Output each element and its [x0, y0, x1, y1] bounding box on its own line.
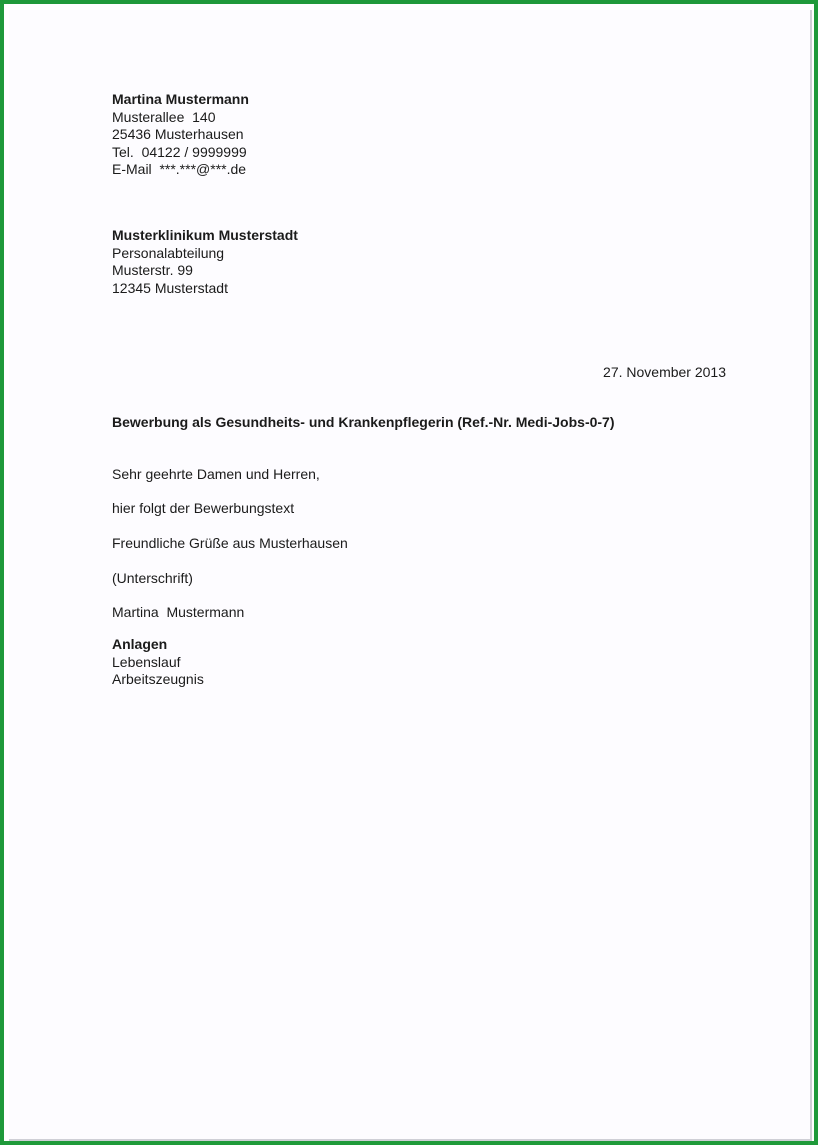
letter-date: 27. November 2013 — [603, 364, 726, 380]
closing-line: Freundliche Grüße aus Musterhausen — [112, 535, 348, 551]
enclosure-item: Arbeitszeugnis — [112, 671, 204, 687]
recipient-city: 12345 Musterstadt — [112, 279, 228, 296]
recipient-department: Personalabteilung — [112, 244, 225, 261]
letter-subject: Bewerbung als Gesundheits- und Krankenpflegerin (Ref.-Nr. Medi-Jobs-0-7) — [112, 414, 615, 430]
sender-city: 25436 Musterhausen — [112, 126, 244, 142]
recipient-address-block — [112, 227, 298, 297]
sender-address-block — [112, 91, 249, 179]
sender-phone: Tel. 04122 / 9999999 — [112, 143, 247, 160]
salutation: Sehr geehrte Damen und Herren, — [112, 466, 320, 482]
signature-placeholder: (Unterschrift) — [112, 570, 193, 586]
sender-street: Musterallee 140 — [112, 108, 216, 125]
sender-name: Martina Mustermann — [112, 91, 249, 107]
recipient-name: Musterklinikum Musterstadt — [112, 227, 298, 243]
letter-sheet — [9, 10, 812, 1141]
signature-name: Martina Mustermann — [112, 604, 245, 620]
enclosure-item: Lebenslauf — [112, 653, 181, 670]
enclosures-heading: Anlagen — [112, 636, 168, 652]
sender-email: E-Mail ***.***@***.de — [112, 161, 247, 177]
enclosures-block — [112, 636, 204, 689]
body-text: hier folgt der Bewerbungstext — [112, 500, 295, 516]
recipient-street: Musterstr. 99 — [112, 262, 193, 278]
